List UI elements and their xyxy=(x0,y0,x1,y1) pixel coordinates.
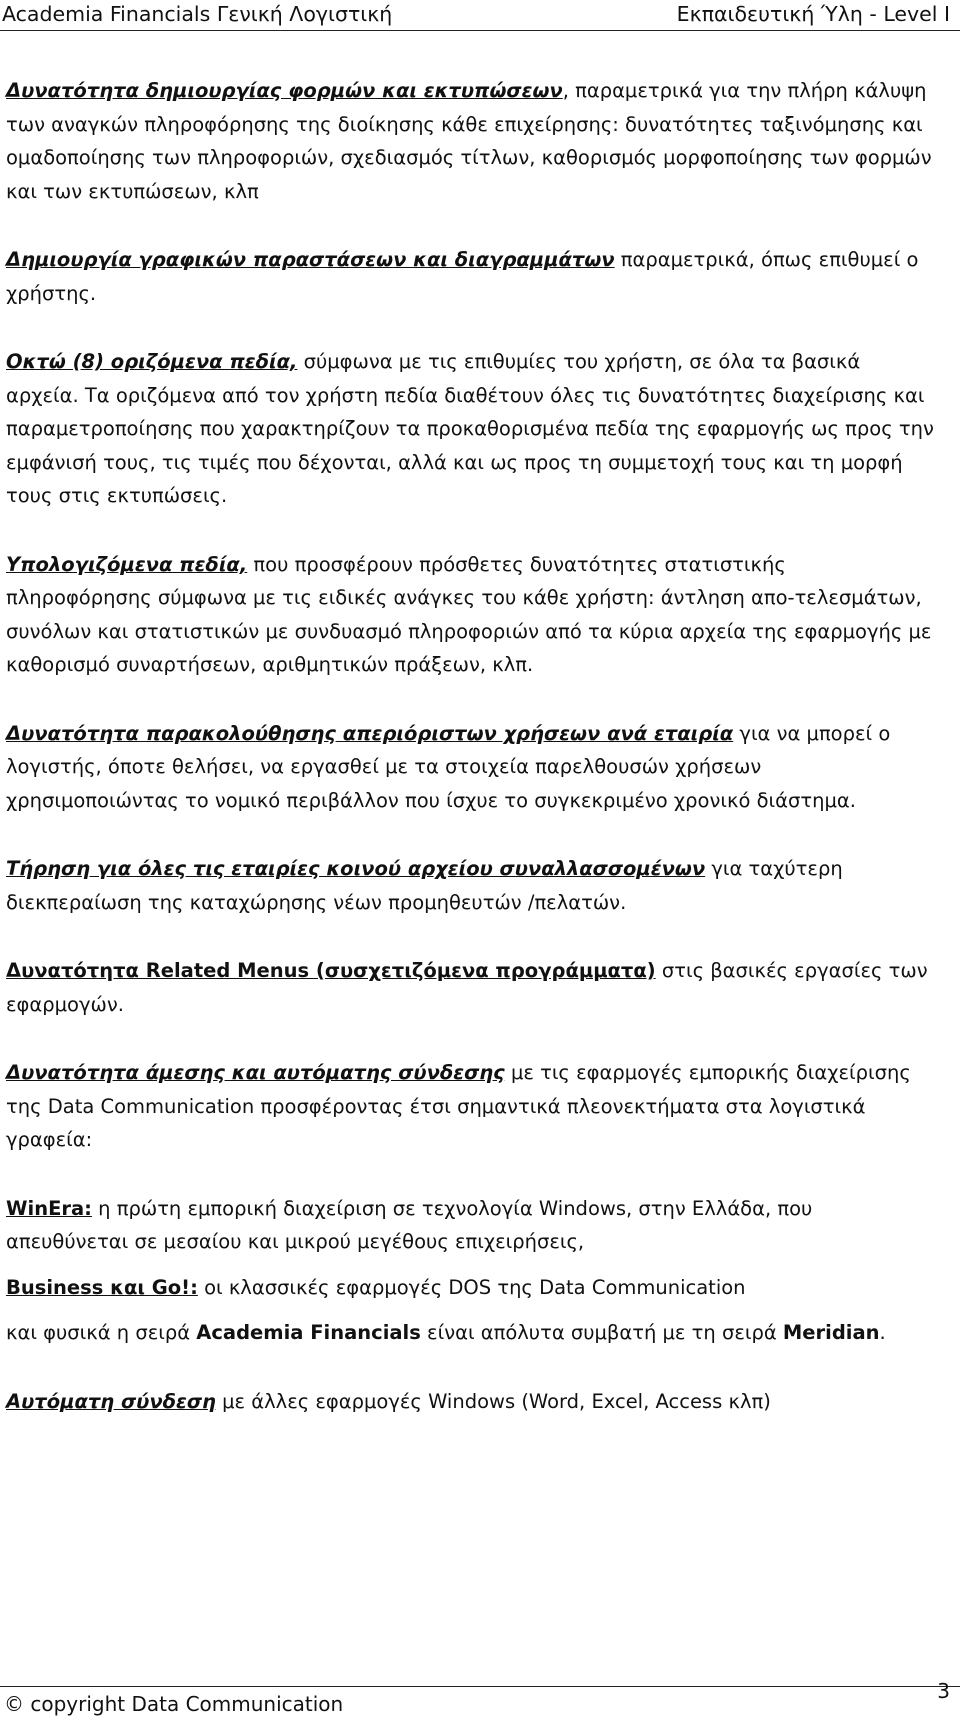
paragraph-lead: Τήρηση για όλες τις εταιρίες κοινού αρχείου συναλλασσομένων xyxy=(6,857,706,880)
paragraph-text: που προσφέρουν πρόσθετες δυνατότητες στατιστικής πληροφόρησης σύμφωνα με τις ειδικές ανάγκες του κάθε χρήστη: άντληση απο-τελεσμάτων, συνόλων και στατιστικών με συνδυασμό πληροφοριών από τα κύρια αρχεία της εφαρμογής με καθορισμό συναρτήσεων, αριθμητικών πράξεων, κλπ. xyxy=(6,552,932,676)
paragraph-lead: Δυνατότητα άμεσης και αυτόματης σύνδεσης xyxy=(6,1061,505,1084)
paragraph-text: , παραμετρικά για την πλήρη κάλυψη των αναγκών πληροφόρησης της διοίκησης κάθε επιχείρησης: δυνατότητες ταξινόμησης και ομαδοποίησης των πληροφοριών, σχεδιασμός τίτλων, καθορισμός μορφοποίησης των φορμών και των εκτυπώσεων, κλπ xyxy=(6,79,932,203)
paragraph-text: οι κλασσικές εφαρμογές DOS της Data Communication xyxy=(197,1275,746,1299)
paragraph-charts xyxy=(6,243,936,310)
paragraph-text: παραμετρικά, όπως επιθυμεί ο χρήστης. xyxy=(6,248,919,305)
paragraph-lead: Δυνατότητα δημιουργίας φορμών και εκτυπώσεων xyxy=(6,79,563,102)
page-header xyxy=(0,0,960,31)
paragraph-forms-reports xyxy=(6,74,936,208)
paragraph-unlimited-years xyxy=(6,717,936,818)
paragraph-winera xyxy=(6,1192,936,1259)
paragraph-text: με άλλες εφαρμογές Windows (Word, Excel, Access κλπ) xyxy=(215,1389,771,1413)
copyright-text: © copyright Data Communication xyxy=(4,1692,344,1716)
paragraph-text: είναι απόλυτα συμβατή με τη σειρά xyxy=(420,1321,783,1344)
product-name-meridian: Meridian xyxy=(782,1321,880,1344)
paragraph-text: στις βασικές εργασίες των εφαρμογών. xyxy=(6,959,928,1016)
paragraph-text: και φυσικά η σειρά xyxy=(6,1321,197,1344)
paragraph-lead: Δυνατότητα Related Menus (συσχετιζόμενα προγράμματα) xyxy=(6,959,656,982)
product-name-academia: Academia Financials xyxy=(196,1321,421,1344)
paragraph-custom-fields xyxy=(6,345,936,513)
paragraph-lead: WinEra: xyxy=(6,1196,92,1220)
paragraph-text: η πρώτη εμπορική διαχείριση σε τεχνολογία Windows, στην Ελλάδα, που απευθύνεται σε μεσαίου και μικρού μεγέθους επιχειρήσεις, xyxy=(6,1196,813,1253)
paragraph-text: για ταχύτερη διεκπεραίωση της καταχώρησης νέων προμηθευτών /πελατών. xyxy=(6,857,843,914)
paragraph-lead: Δυνατότητα παρακολούθησης απεριόριστων χρήσεων ανά εταιρία xyxy=(6,721,734,745)
page-number: 3 xyxy=(937,1679,950,1703)
page-footer xyxy=(0,1679,960,1720)
paragraph-business-go xyxy=(6,1271,936,1305)
paragraph-related-menus xyxy=(6,954,936,1021)
header-subtitle: Εκπαιδευτική Ύλη - Level I xyxy=(676,2,950,26)
paragraph-common-file xyxy=(6,852,936,919)
header-title: Academia Financials Γενική Λογιστική xyxy=(2,2,393,26)
paragraph-text: με τις εφαρμογές εμπορικής διαχείρισης της Data Communication προσφέροντας έτσι σημαντικά πλεονεκτήματα στα λογιστικά γραφεία: xyxy=(6,1061,911,1151)
document-body xyxy=(6,74,936,1453)
paragraph-lead: Δημιουργία γραφικών παραστάσεων και διαγραμμάτων xyxy=(6,248,615,271)
paragraph-lead: Business και Go!: xyxy=(6,1275,198,1299)
paragraph-lead: Υπολογιζόμενα πεδία, xyxy=(6,552,248,576)
paragraph-text: σύμφωνα με τις επιθυμίες του χρήστη, σε όλα τα βασικά αρχεία. Τα οριζόμενα από τον χρήστη πεδία διαθέτουν όλες τις δυνατότητες διαχείρισης και παραμετροποίησης που χαρακτηρίζουν τα προκαθορισμένα πεδία της εφαρμογής ως προς την εμφάνισή τους, τις τιμές που δέχονται, αλλά και ως προς τη συμμετοχή τους και τη μορφή τους στις εκτυπώσεις. xyxy=(6,350,934,507)
paragraph-connection xyxy=(6,1056,936,1157)
paragraph-lead: Οκτώ (8) οριζόμενα πεδία, xyxy=(6,350,298,373)
paragraph-compatibility xyxy=(6,1316,936,1350)
paragraph-calculated-fields xyxy=(6,548,936,682)
paragraph-text: . xyxy=(879,1321,886,1344)
paragraph-lead: Αυτόματη σύνδεση xyxy=(6,1389,216,1413)
paragraph-auto-connection xyxy=(6,1385,936,1419)
paragraph-text: για να μπορεί ο λογιστής, όποτε θελήσει, να εργασθεί με τα στοιχεία παρελθουσών χρήσεων χρησιμοποιώντας το νομικό περιβάλλον που ίσχυε το συγκεκριμένο χρονικό διάστημα. xyxy=(6,721,891,812)
